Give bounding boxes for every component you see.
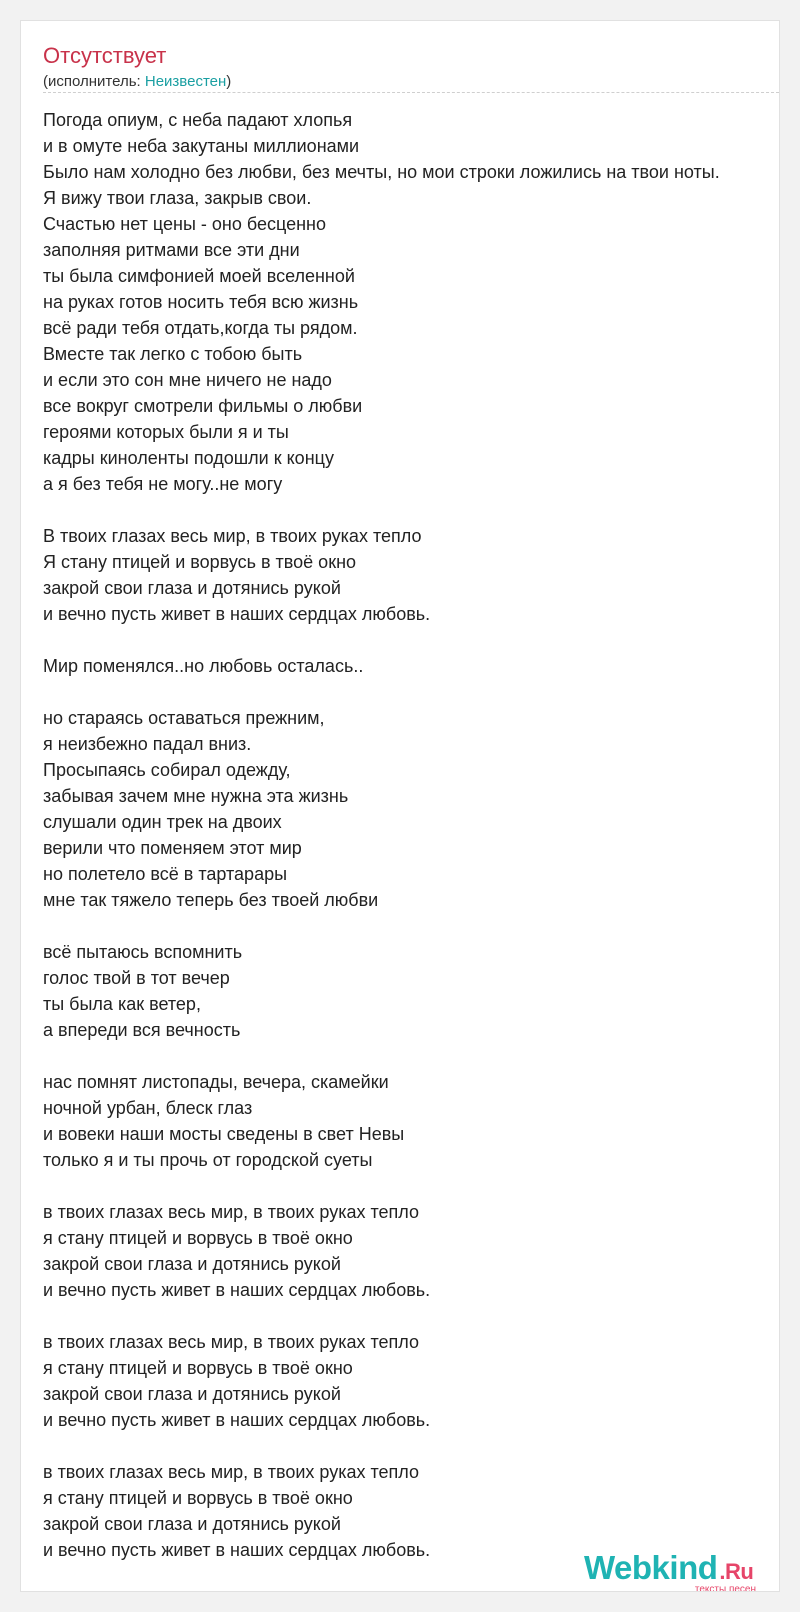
- lyric-line: я неизбежно падал вниз.: [43, 734, 252, 754]
- lyric-line: закрой свои глаза и дотянись рукой: [43, 1254, 341, 1274]
- lyric-line: голос твой в тот вечер: [43, 968, 230, 988]
- song-title: Отсутствует: [43, 43, 167, 68]
- lyric-line: и если это сон мне ничего не надо: [43, 370, 332, 390]
- lyric-line: верили что поменяем этот мир: [43, 838, 302, 858]
- lyric-line: Погода опиум, с неба падают хлопья: [43, 110, 353, 130]
- lyric-line: Я вижу твои глаза, закрыв свои.: [43, 188, 312, 208]
- lyric-line: забывая зачем мне нужна эта жизнь: [43, 786, 349, 806]
- lyric-line: Я стану птицей и ворвусь в твоё окно: [43, 552, 357, 572]
- lyric-line: и вовеки наши мосты сведены в свет Невы: [43, 1124, 405, 1144]
- lyric-line: Вместе так легко с тобою быть: [43, 344, 303, 364]
- lyric-line: заполняя ритмами все эти дни: [43, 240, 300, 260]
- lyric-line: и вечно пусть живет в наших сердцах любовь.: [43, 1280, 431, 1300]
- lyric-line: на руках готов носить тебя всю жизнь: [43, 292, 359, 312]
- lyric-line: Счастью нет цены - оно бесценно: [43, 214, 326, 234]
- lyric-line: Мир поменялся..но любовь осталась..: [43, 656, 364, 676]
- lyric-line: закрой свои глаза и дотянись рукой: [43, 1384, 341, 1404]
- lyric-line: и вечно пусть живет в наших сердцах любовь.: [43, 1540, 431, 1560]
- lyric-line: но полетело всё в тартарары: [43, 864, 288, 884]
- lyric-line: в твоих глазах весь мир, в твоих руках тепло: [43, 1462, 420, 1482]
- lyric-line: я стану птицей и ворвусь в твоё окно: [43, 1488, 353, 1508]
- lyric-line: В твоих глазах весь мир, в твоих руках тепло: [43, 526, 422, 546]
- lyric-line: и вечно пусть живет в наших сердцах любовь.: [43, 1410, 431, 1430]
- lyric-line: закрой свои глаза и дотянись рукой: [43, 1514, 341, 1534]
- stanza-break: [43, 913, 720, 939]
- stanza-break: [43, 679, 720, 705]
- artist-suffix: ): [226, 73, 232, 90]
- logo-tagline: тексты песен: [694, 1584, 756, 1592]
- artist-line: [43, 73, 231, 91]
- lyric-line: мне так тяжело теперь без твоей любви: [43, 890, 379, 910]
- lyric-line: но стараясь оставаться прежним,: [43, 708, 325, 728]
- logo-suffix: .Ru: [719, 1559, 754, 1584]
- stanza-break: [43, 1303, 720, 1329]
- lyric-line: Просыпаясь собирал одежду,: [43, 760, 291, 780]
- lyric-line: нас помнят листопады, вечера, скамейки: [43, 1072, 389, 1092]
- lyric-line: только я и ты прочь от городской суеты: [43, 1150, 373, 1170]
- lyric-line: и вечно пусть живет в наших сердцах любовь.: [43, 604, 431, 624]
- lyric-line: кадры киноленты подошли к концу: [43, 448, 334, 468]
- lyric-line: Было нам холодно без любви, без мечты, но мои строки ложились на твои ноты.: [43, 162, 720, 182]
- lyric-line: слушали один трек на двоих: [43, 812, 282, 832]
- title-divider: [43, 92, 779, 93]
- lyric-line: я стану птицей и ворвусь в твоё окно: [43, 1358, 353, 1378]
- lyric-line: всё пытаюсь вспомнить: [43, 942, 243, 962]
- stanza-break: [43, 1173, 720, 1199]
- stanza-break: [43, 1043, 720, 1069]
- webkind-logo[interactable]: [584, 1551, 774, 1592]
- lyric-line: героями которых были я и ты: [43, 422, 289, 442]
- lyric-line: всё ради тебя отдать,когда ты рядом.: [43, 318, 358, 338]
- lyric-line: закрой свои глаза и дотянись рукой: [43, 578, 341, 598]
- lyric-line: а я без тебя не могу..не могу: [43, 474, 283, 494]
- stanza-break: [43, 497, 720, 523]
- lyric-line: а впереди вся вечность: [43, 1020, 241, 1040]
- lyric-line: ты была как ветер,: [43, 994, 201, 1014]
- lyrics-text: [43, 107, 720, 1563]
- lyric-line: в твоих глазах весь мир, в твоих руках тепло: [43, 1202, 420, 1222]
- stanza-break: [43, 1433, 720, 1459]
- lyric-line: я стану птицей и ворвусь в твоё окно: [43, 1228, 353, 1248]
- lyrics-card: [20, 20, 780, 1592]
- artist-link[interactable]: Неизвестен: [144, 73, 227, 90]
- lyric-line: все вокруг смотрели фильмы о любви: [43, 396, 363, 416]
- lyric-line: ты была симфонией моей вселенной: [43, 266, 355, 286]
- lyric-line: в твоих глазах весь мир, в твоих руках тепло: [43, 1332, 420, 1352]
- artist-prefix: (исполнитель:: [43, 73, 145, 90]
- stanza-break: [43, 627, 720, 653]
- lyric-line: ночной урбан, блеск глаз: [43, 1098, 253, 1118]
- logo-word: Webkind: [584, 1549, 718, 1586]
- lyric-line: и в омуте неба закутаны миллионами: [43, 136, 360, 156]
